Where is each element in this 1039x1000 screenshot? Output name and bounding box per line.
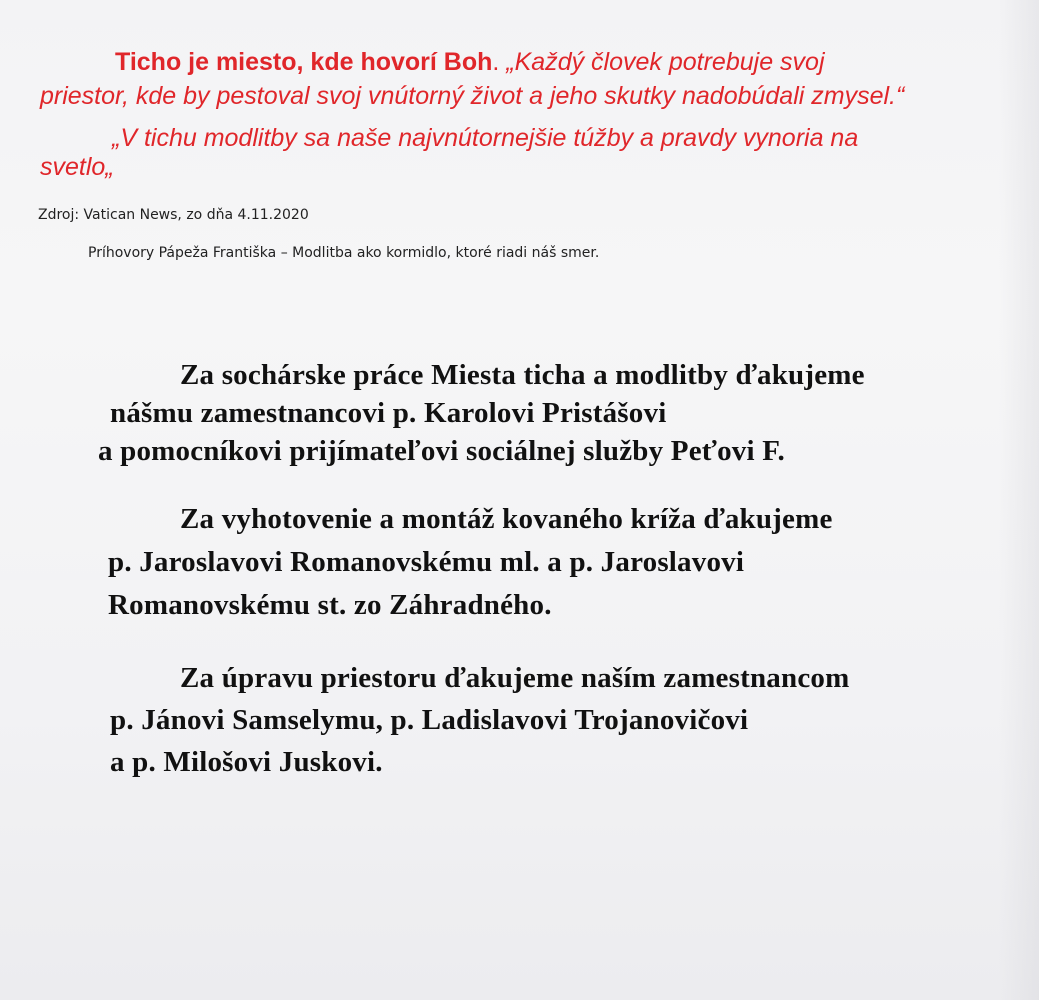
thanks-2-line-2: p. Jaroslavovi Romanovskému ml. a p. Jaroslavovi xyxy=(108,546,745,578)
thanks-1-line-1: Za sochárske práce Miesta ticha a modlitby ďakujeme xyxy=(180,359,865,391)
thanks-1-line-2: nášmu zamestnancovi p. Karolovi Pristášovi xyxy=(110,397,667,429)
thanks-3-line-1: Za úpravu priestoru ďakujeme naším zamestnancom xyxy=(180,662,850,694)
quote-line-2-text: priestor, kde by pestoval svoj vnútorný život a jeho skutky nadobúdali zmysel.“ xyxy=(40,82,905,110)
quote-line-1 xyxy=(115,46,825,79)
paper-edge-shading xyxy=(999,0,1039,1000)
quote-line-2 xyxy=(40,80,904,113)
quote-line-1-rest: „Každý človek potrebuje svoj xyxy=(499,48,825,76)
quote-line-4-text: svetlo„ xyxy=(40,153,114,181)
thanks-3-line-3: a p. Milošovi Juskovi. xyxy=(110,746,383,778)
quote-line-4 xyxy=(40,151,114,184)
thanks-2-line-1: Za vyhotovenie a montáž kovaného kríža ďakujeme xyxy=(180,503,833,535)
thanks-1-line-3: a pomocníkovi prijímateľovi sociálnej služby Peťovi F. xyxy=(98,435,785,467)
quote-line-3-text: „V tichu modlitby sa naše najvnútornejšie túžby a pravdy vynoria na xyxy=(112,124,859,152)
quote-line-3 xyxy=(112,122,858,155)
quote-title-period: . xyxy=(492,48,500,76)
thanks-3-line-2: p. Jánovi Samselymu, p. Ladislavovi Trojanovičovi xyxy=(110,704,749,736)
source-line-1: Zdroj: Vatican News, zo dňa 4.11.2020 xyxy=(38,207,309,223)
thanks-2-line-3: Romanovskému st. zo Záhradného. xyxy=(108,589,552,621)
source-line-2: Príhovory Pápeža Františka – Modlitba ako kormidlo, ktoré riadi náš smer. xyxy=(88,245,600,261)
quote-title: Ticho je miesto, kde hovorí Boh xyxy=(115,48,493,76)
